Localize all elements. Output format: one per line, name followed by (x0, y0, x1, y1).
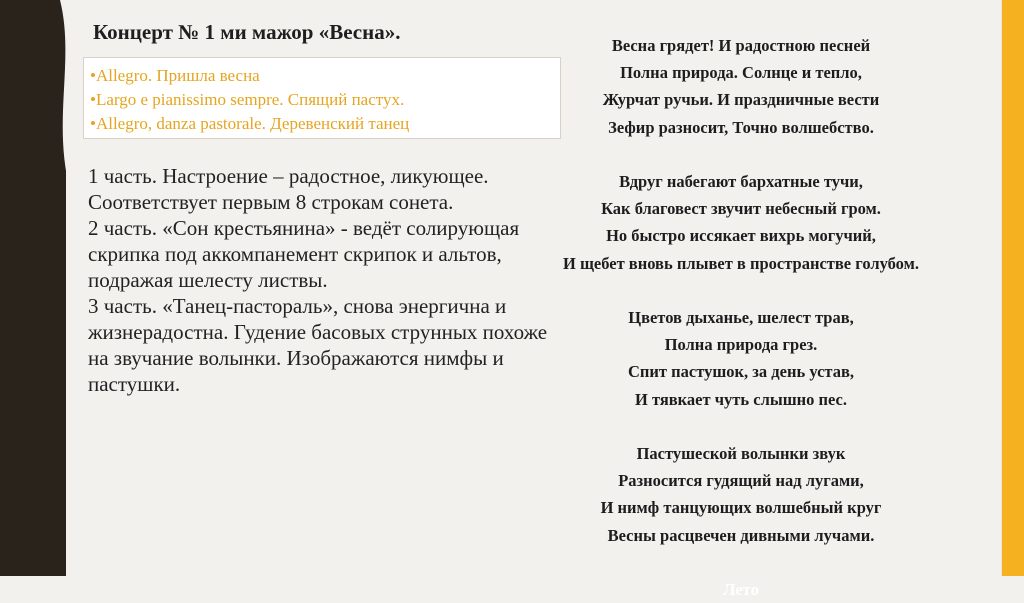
sonnet-line: Весны расцвечен дивными лучами. (607, 525, 875, 545)
sonnet-stanza (506, 32, 976, 141)
sonnet-line: И щебет вновь плывет в пространстве голубом. (563, 253, 919, 273)
sonnet-stanza (506, 168, 976, 277)
bullet-icon: • (90, 66, 96, 85)
movement-item: •Largo e pianissimo sempre. Спящий пастух. (90, 90, 405, 109)
sonnet-trailing-label: Лето (723, 580, 759, 599)
sonnet-line: Пастушеской волынки звук (636, 444, 846, 463)
sonnet-line: Вдруг набегают бархатные тучи, (619, 172, 863, 191)
sonnet-line: Журчат ручьи. И праздничные вести (602, 90, 880, 110)
sonnet-line: Но быстро иссякает вихрь могучий, (606, 226, 876, 246)
sonnet-line: Зефир разносит, Точно волшебство. (608, 117, 874, 137)
sonnet-line: Как благовест звучит небесный гром. (601, 199, 881, 219)
sonnet-text (506, 32, 976, 603)
sonnet-line: Весна грядет! И радостною песней (611, 36, 871, 55)
right-accent-bar (1002, 0, 1024, 576)
slide-title: Концерт № 1 ми мажор «Весна». (93, 20, 401, 44)
description-text (88, 163, 548, 397)
movement-item: •Allegro, danza pastorale. Деревенский танец (90, 114, 410, 133)
part-2-description: 2 часть. «Сон крестьянина» - ведёт солирующая скрипка под аккомпанемент скрипок и альтов, подражая шелесту листвы. (88, 216, 520, 292)
sonnet-line: Цветов дыханье, шелест трав, (628, 308, 854, 327)
sonnet-stanza (506, 304, 976, 413)
sonnet-line: Полна природа грез. (664, 335, 818, 355)
sonnet-line: Разносится гудящий над лугами, (618, 471, 864, 491)
sonnet-line: Полна природа. Солнце и тепло, (620, 63, 862, 83)
left-wave-decor (0, 0, 90, 576)
movements-box (83, 57, 561, 139)
sonnet-line: И нимф танцующих волшебный круг (600, 498, 882, 518)
bullet-icon: • (90, 114, 96, 133)
bullet-icon: • (90, 90, 96, 109)
sonnet-line: И тявкает чуть слышно пес. (634, 389, 847, 409)
sonnet-stanza (506, 440, 976, 549)
part-1-description: 1 часть. Настроение – радостное, ликующее. Соответствует первым 8 строкам сонета. (88, 164, 489, 214)
sonnet-line: Спит пастушок, за день устав, (627, 362, 854, 382)
movement-item: •Allegro. Пришла весна (90, 66, 260, 85)
part-3-description: 3 часть. «Танец-пастораль», снова энергична и жизнерадостна. Гудение басовых струнных похоже на звучание волынки. Изображаются нимфы и пастушки. (88, 294, 548, 396)
